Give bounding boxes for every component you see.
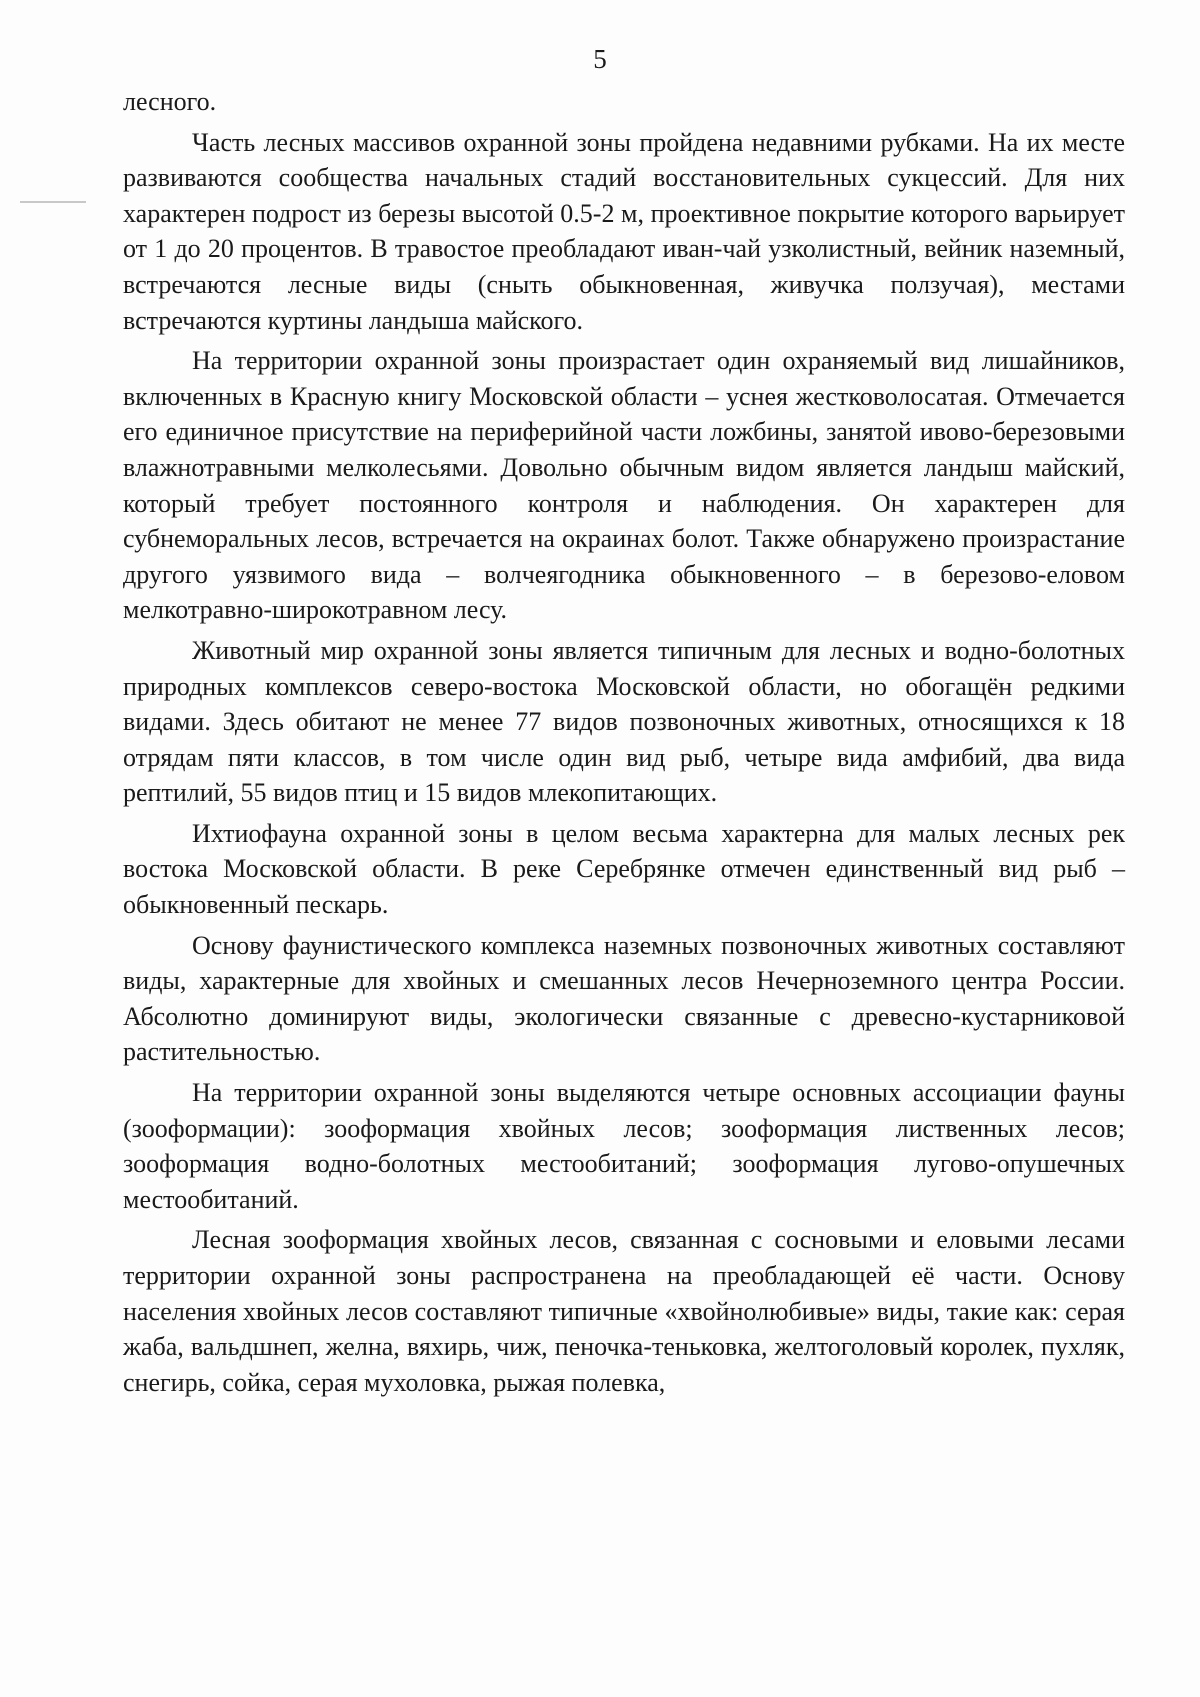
paragraph-continuation: лесного.	[123, 87, 217, 116]
body-text	[123, 84, 1125, 1400]
page-number: 5	[593, 44, 607, 74]
paragraph-ichthyofauna: Ихтиофауна охранной зоны в целом весьма характерна для малых лесных рек востока Московской области. В реке Серебрянке отмечен единственный вид рыб – обыкновенный пескарь.	[123, 818, 1125, 920]
paragraph-protected-lichen: На территории охранной зоны произрастает один охраняемый вид лишайников, включенных в Красную книгу Московской области – уснея жестковолосатая. Отмечается его единичное присутствие на периферийной части ложбины, занятой ивово-березовыми влажнотравными мелколесьями. Довольно обычным видом является ландыш майский, который требует постоянного контроля и наблюдения. Он характерен для субнеморальных лесов, встречается на окраинах болот. Также обнаружено произрастание другого уязвимого вида – волчеягодника обыкновенного – в березово-еловом мелкотравно-широкотравном лесу.	[123, 346, 1125, 625]
paragraph-faunal-complex: Основу фаунистического комплекса наземных позвоночных животных составляют виды, характерные для хвойных и смешанных лесов Нечерноземного центра России. Абсолютно доминируют виды, экологически связанные с древесно-кустарниковой растительностью.	[123, 930, 1125, 1067]
paragraph-forest-cuttings: Часть лесных массивов охранной зоны пройдена недавними рубками. На их месте развиваются сообщества начальных стадий восстановительных сукцессий. Для них характерен подрост из березы высотой 0.5-2 м, проективное покрытие которого варьирует от 1 до 20 процентов. В травостое преобладают иван-чай узколистный, вейник наземный, встречаются лесные виды (сныть обыкновенная, живучка ползучая), местами встречаются куртины ландыша майского.	[123, 127, 1125, 335]
paragraph-coniferous-zooformation: Лесная зооформация хвойных лесов, связанная с сосновыми и еловыми лесами территории охранной зоны распространена на преобладающей её части. Основу населения хвойных лесов составляют типичные «хвойнолюбивые» виды, такие как: серая жаба, вальдшнеп, желна, вяхирь, чиж, пеночка-теньковка, желтоголовый королек, пухляк, снегирь, сойка, серая мухоловка, рыжая полевка,	[123, 1225, 1125, 1397]
paragraph-zooformations: На территории охранной зоны выделяются четыре основных ассоциации фауны (зооформации): зооформация хвойных лесов; зооформация лиственных лесов; зооформация водно-болотных местообитаний; зооформация лугово-опушечных местообитаний.	[123, 1078, 1125, 1214]
paragraph-fauna-overview: Животный мир охранной зоны является типичным для лесных и водно-болотных природных комплексов северо-востока Московской области, но обогащён редкими видами. Здесь обитают не менее 77 видов позвоночных животных, относящихся к 18 отрядам пяти классов, в том числе один вид рыб, четыре вида амфибий, два вида рептилий, 55 видов птиц и 15 видов млекопитающих.	[123, 635, 1125, 808]
margin-scan-mark	[20, 201, 86, 203]
